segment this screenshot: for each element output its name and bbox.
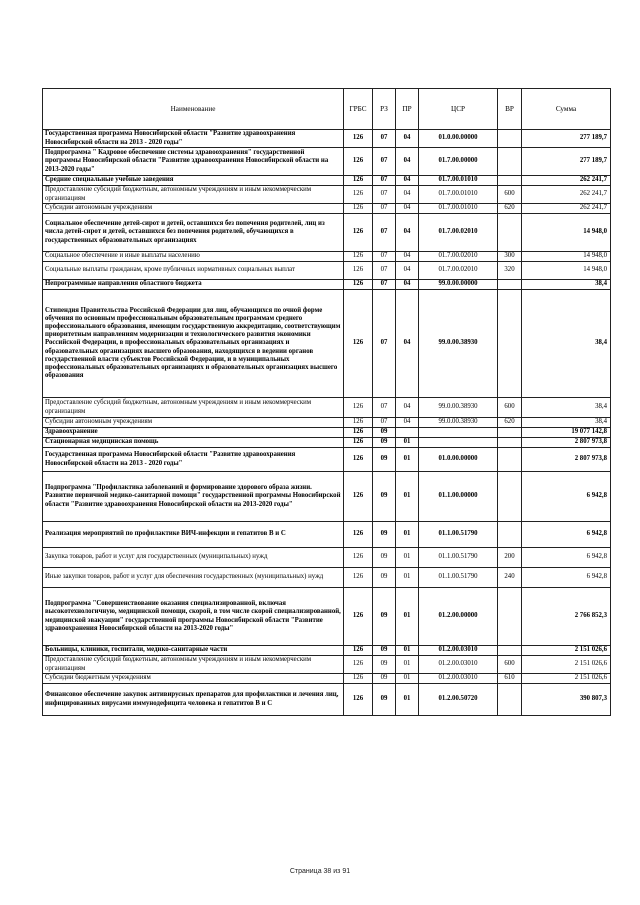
row-vr-cell: 240 [498,568,522,588]
row-pr-cell: 04 [396,252,419,262]
row-vr-cell [498,472,522,522]
row-rz-cell: 09 [373,674,396,684]
row-rz-cell: 07 [373,262,396,280]
header-sum: Сумма [522,89,611,130]
row-name-cell: Иные закупки товаров, работ и услуг для обеспечения государственных (муниципальных) нужд [43,568,344,588]
row-csr-cell: 01.7.00.02010 [419,262,498,280]
row-rz-cell: 07 [373,204,396,214]
row-csr-cell: 01.7.00.02010 [419,252,498,262]
row-grbs-cell: 126 [344,438,373,448]
row-pr-cell: 01 [396,588,419,646]
row-sum-cell: 262 241,7 [522,204,611,214]
row-pr-cell: 04 [396,214,419,252]
row-grbs-cell: 126 [344,448,373,472]
table-row [43,548,611,568]
row-csr-cell: 01.1.00.51790 [419,568,498,588]
row-grbs-cell: 126 [344,176,373,186]
table-row [43,398,611,418]
row-pr-cell: 01 [396,674,419,684]
table-row [43,438,611,448]
row-sum-cell: 2 151 026,6 [522,656,611,674]
row-name-cell: Подпрограмма " Кадровое обеспечение системы здравоохранения" государственной программы Новосибирской области "Развитие здравоохранения Новосибирской области на 2013-2020 годы" [43,148,344,176]
row-rz-cell: 09 [373,428,396,438]
table-row [43,684,611,716]
row-sum-cell: 262 241,7 [522,176,611,186]
row-sum-cell: 38,4 [522,418,611,428]
row-sum-cell: 390 807,3 [522,684,611,716]
row-grbs-cell: 126 [344,568,373,588]
row-name-cell: Субсидии автономным учреждениям [43,204,344,214]
row-grbs-cell: 126 [344,684,373,716]
row-sum-cell: 19 077 142,8 [522,428,611,438]
row-sum-cell: 2 151 026,6 [522,646,611,656]
row-grbs-cell: 126 [344,280,373,290]
row-name-cell: Предоставление субсидий бюджетным, автономным учреждениям и иным некоммерческим организациям [43,186,344,204]
row-sum-cell: 2 807 973,8 [522,438,611,448]
table-row [43,674,611,684]
row-vr-cell [498,428,522,438]
table-row [43,448,611,472]
table-row [43,186,611,204]
row-grbs-cell: 126 [344,656,373,674]
row-grbs-cell: 126 [344,522,373,548]
row-pr-cell: 01 [396,684,419,716]
row-name-cell: Здравоохранение [43,428,344,438]
row-pr-cell: 04 [396,204,419,214]
row-pr-cell: 01 [396,472,419,522]
row-csr-cell: 01.7.00.02010 [419,214,498,252]
row-name-cell: Предоставление субсидий бюджетным, автономным учреждениям и иным некоммерческим организациям [43,398,344,418]
row-grbs-cell: 126 [344,418,373,428]
row-csr-cell: 01.7.00.01010 [419,204,498,214]
row-name-cell: Больницы, клиники, госпитали, медико-санитарные части [43,646,344,656]
row-sum-cell: 277 189,7 [522,130,611,148]
row-pr-cell: 01 [396,646,419,656]
row-pr-cell: 01 [396,656,419,674]
table-header-row [43,89,611,130]
row-csr-cell: 01.7.00.01010 [419,186,498,204]
row-name-cell: Субсидии бюджетным учреждениям [43,674,344,684]
row-vr-cell: 610 [498,674,522,684]
row-grbs-cell: 126 [344,148,373,176]
row-vr-cell [498,280,522,290]
row-grbs-cell: 126 [344,398,373,418]
row-rz-cell: 07 [373,214,396,252]
row-vr-cell: 620 [498,204,522,214]
row-name-cell: Предоставление субсидий бюджетным, автономным учреждениям и иным некоммерческим организациям [43,656,344,674]
row-rz-cell: 09 [373,656,396,674]
row-sum-cell: 2 807 973,8 [522,448,611,472]
row-grbs-cell: 126 [344,186,373,204]
row-vr-cell: 600 [498,656,522,674]
row-grbs-cell: 126 [344,428,373,438]
header-pr: ПР [396,89,419,130]
row-pr-cell: 04 [396,130,419,148]
row-vr-cell: 600 [498,186,522,204]
row-sum-cell: 6 942,8 [522,548,611,568]
row-rz-cell: 09 [373,448,396,472]
row-pr-cell: 01 [396,548,419,568]
row-csr-cell: 01.7.00.00000 [419,148,498,176]
row-csr-cell: 01.2.00.03010 [419,646,498,656]
row-grbs-cell: 126 [344,588,373,646]
row-name-cell: Стационарная медицинская помощь [43,438,344,448]
table-row [43,214,611,252]
table-row [43,252,611,262]
row-sum-cell: 2 766 852,3 [522,588,611,646]
table-row [43,290,611,398]
row-sum-cell: 6 942,8 [522,472,611,522]
row-sum-cell: 262 241,7 [522,186,611,204]
page-footer: Страница 38 из 91 [289,868,351,875]
row-vr-cell [498,646,522,656]
row-pr-cell: 04 [396,262,419,280]
row-csr-cell: 01.1.00.51790 [419,522,498,548]
row-csr-cell: 01.1.00.51790 [419,548,498,568]
row-vr-cell [498,448,522,472]
row-grbs-cell: 126 [344,130,373,148]
header-vr: ВР [498,89,522,130]
row-name-cell: Непрограммные направления областного бюджета [43,280,344,290]
table-row [43,568,611,588]
row-sum-cell: 277 189,7 [522,148,611,176]
row-name-cell: Финансовое обеспечение закупок антивирусных препаратов для профилактики и лечения лиц, инфицированных вирусами иммунодефицита человека и гепатитов В и С [43,684,344,716]
row-pr-cell: 01 [396,448,419,472]
row-vr-cell [498,214,522,252]
row-sum-cell: 2 151 026,6 [522,674,611,684]
row-pr-cell [396,428,419,438]
row-sum-cell: 14 948,0 [522,214,611,252]
table-row [43,472,611,522]
row-vr-cell [498,148,522,176]
row-vr-cell [498,290,522,398]
row-grbs-cell: 126 [344,252,373,262]
row-pr-cell: 04 [396,290,419,398]
row-rz-cell: 07 [373,186,396,204]
row-csr-cell: 99.0.00.38930 [419,398,498,418]
row-grbs-cell: 126 [344,548,373,568]
row-vr-cell: 300 [498,252,522,262]
row-rz-cell: 09 [373,588,396,646]
row-vr-cell: 620 [498,418,522,428]
row-sum-cell: 38,4 [522,290,611,398]
table-row [43,428,611,438]
row-sum-cell: 38,4 [522,280,611,290]
row-pr-cell: 04 [396,148,419,176]
row-name-cell: Подпрограмма "Совершенствование оказания специализированной, включая высокотехнологичную, медицинской помощи, скорой, в том числе скорой специализированной, медицинской эвакуации" государственной программы Новосибирской области "Развитие здравоохранения Новосибирской области на 2013-2020 годы" [43,588,344,646]
row-grbs-cell: 126 [344,290,373,398]
row-csr-cell: 99.0.00.38930 [419,290,498,398]
row-vr-cell: 600 [498,398,522,418]
table-row [43,262,611,280]
row-rz-cell: 07 [373,290,396,398]
row-name-cell: Стипендия Правительства Российской Федерации для лиц, обучающихся по очной форме обучения по основным профессиональным образовательным программам среднего профессионального образования, имеющим государственную аккредитацию, соответствующим приоритетным направлениям модернизации и технологического развития экономики Российской Федерации, в профессиональных образовательных организациях и образовательных организациях высшего образования, находящихся в ведении органов государственной власти субъектов Российской Федерации, и в муниципальных профессиональных образовательных организациях и образовательных организациях высшего образования [43,290,344,398]
row-pr-cell: 04 [396,176,419,186]
row-name-cell: Государственная программа Новосибирской области "Развитие здравоохранения Новосибирской области на 2013 - 2020 годы" [43,130,344,148]
table-row [43,148,611,176]
row-rz-cell: 09 [373,548,396,568]
row-rz-cell: 07 [373,148,396,176]
row-pr-cell: 01 [396,522,419,548]
row-rz-cell: 09 [373,684,396,716]
header-csr: ЦСР [419,89,498,130]
row-csr-cell: 01.2.00.50720 [419,684,498,716]
row-pr-cell: 01 [396,438,419,448]
row-name-cell: Субсидии автономным учреждениям [43,418,344,428]
row-pr-cell: 04 [396,280,419,290]
row-pr-cell: 04 [396,398,419,418]
budget-table [42,88,611,716]
row-rz-cell: 09 [373,522,396,548]
row-csr-cell: 01.2.00.03010 [419,674,498,684]
row-grbs-cell: 126 [344,646,373,656]
row-csr-cell: 01.0.00.00000 [419,448,498,472]
row-name-cell: Средние специальные учебные заведения [43,176,344,186]
row-sum-cell: 14 948,0 [522,252,611,262]
row-csr-cell [419,438,498,448]
header-rz: РЗ [373,89,396,130]
header-name: Наименование [43,89,344,130]
table-row [43,646,611,656]
row-csr-cell: 99.0.00.00000 [419,280,498,290]
row-sum-cell: 38,4 [522,398,611,418]
row-csr-cell [419,428,498,438]
row-rz-cell: 07 [373,280,396,290]
row-name-cell: Реализация мероприятий по профилактике ВИЧ-инфекции и гепатитов В и С [43,522,344,548]
table-row [43,418,611,428]
row-csr-cell: 01.0.00.00000 [419,130,498,148]
row-csr-cell: 01.2.00.03010 [419,656,498,674]
row-name-cell: Социальное обеспечение и иные выплаты населению [43,252,344,262]
row-grbs-cell: 126 [344,204,373,214]
row-vr-cell [498,684,522,716]
row-vr-cell [498,176,522,186]
row-name-cell: Подпрограмма "Профилактика заболеваний и формирование здорового образа жизни. Развитие первичной медико-санитарной помощи" государственной программы Новосибирской области "Развитие здравоохранения Новосибирской области на 2013-2020 годы" [43,472,344,522]
table-row [43,280,611,290]
row-name-cell: Социальные выплаты гражданам, кроме публичных нормативных социальных выплат [43,262,344,280]
row-rz-cell: 09 [373,438,396,448]
row-vr-cell [498,588,522,646]
row-rz-cell: 09 [373,472,396,522]
row-rz-cell: 07 [373,176,396,186]
row-name-cell: Закупка товаров, работ и услуг для государственных (муниципальных) нужд [43,548,344,568]
table-row [43,176,611,186]
row-pr-cell: 01 [396,568,419,588]
row-grbs-cell: 126 [344,262,373,280]
row-vr-cell: 200 [498,548,522,568]
budget-table-sheet [42,88,610,716]
row-grbs-cell: 126 [344,214,373,252]
table-row [43,130,611,148]
row-vr-cell [498,130,522,148]
row-csr-cell: 01.1.00.00000 [419,472,498,522]
row-csr-cell: 01.7.00.01010 [419,176,498,186]
row-csr-cell: 01.2.00.00000 [419,588,498,646]
row-rz-cell: 07 [373,398,396,418]
row-grbs-cell: 126 [344,674,373,684]
row-vr-cell: 320 [498,262,522,280]
row-sum-cell: 6 942,8 [522,568,611,588]
row-csr-cell: 99.0.00.38930 [419,418,498,428]
row-rz-cell: 09 [373,646,396,656]
row-rz-cell: 07 [373,130,396,148]
row-rz-cell: 07 [373,252,396,262]
header-grbs: ГРБС [344,89,373,130]
row-sum-cell: 6 942,8 [522,522,611,548]
row-name-cell: Социальное обеспечение детей-сирот и детей, оставшихся без попечения родителей, лиц из числа детей-сирот и детей, оставшихся без попечения родителей, обучающихся в государственных образовательных организациях [43,214,344,252]
table-row [43,522,611,548]
table-row [43,588,611,646]
row-pr-cell: 04 [396,418,419,428]
row-rz-cell: 07 [373,418,396,428]
row-sum-cell: 14 948,0 [522,262,611,280]
table-row [43,656,611,674]
row-grbs-cell: 126 [344,472,373,522]
table-row [43,204,611,214]
row-vr-cell [498,438,522,448]
row-rz-cell: 09 [373,568,396,588]
row-vr-cell [498,522,522,548]
row-name-cell: Государственная программа Новосибирской области "Развитие здравоохранения Новосибирской области на 2013 - 2020 годы" [43,448,344,472]
row-pr-cell: 04 [396,186,419,204]
